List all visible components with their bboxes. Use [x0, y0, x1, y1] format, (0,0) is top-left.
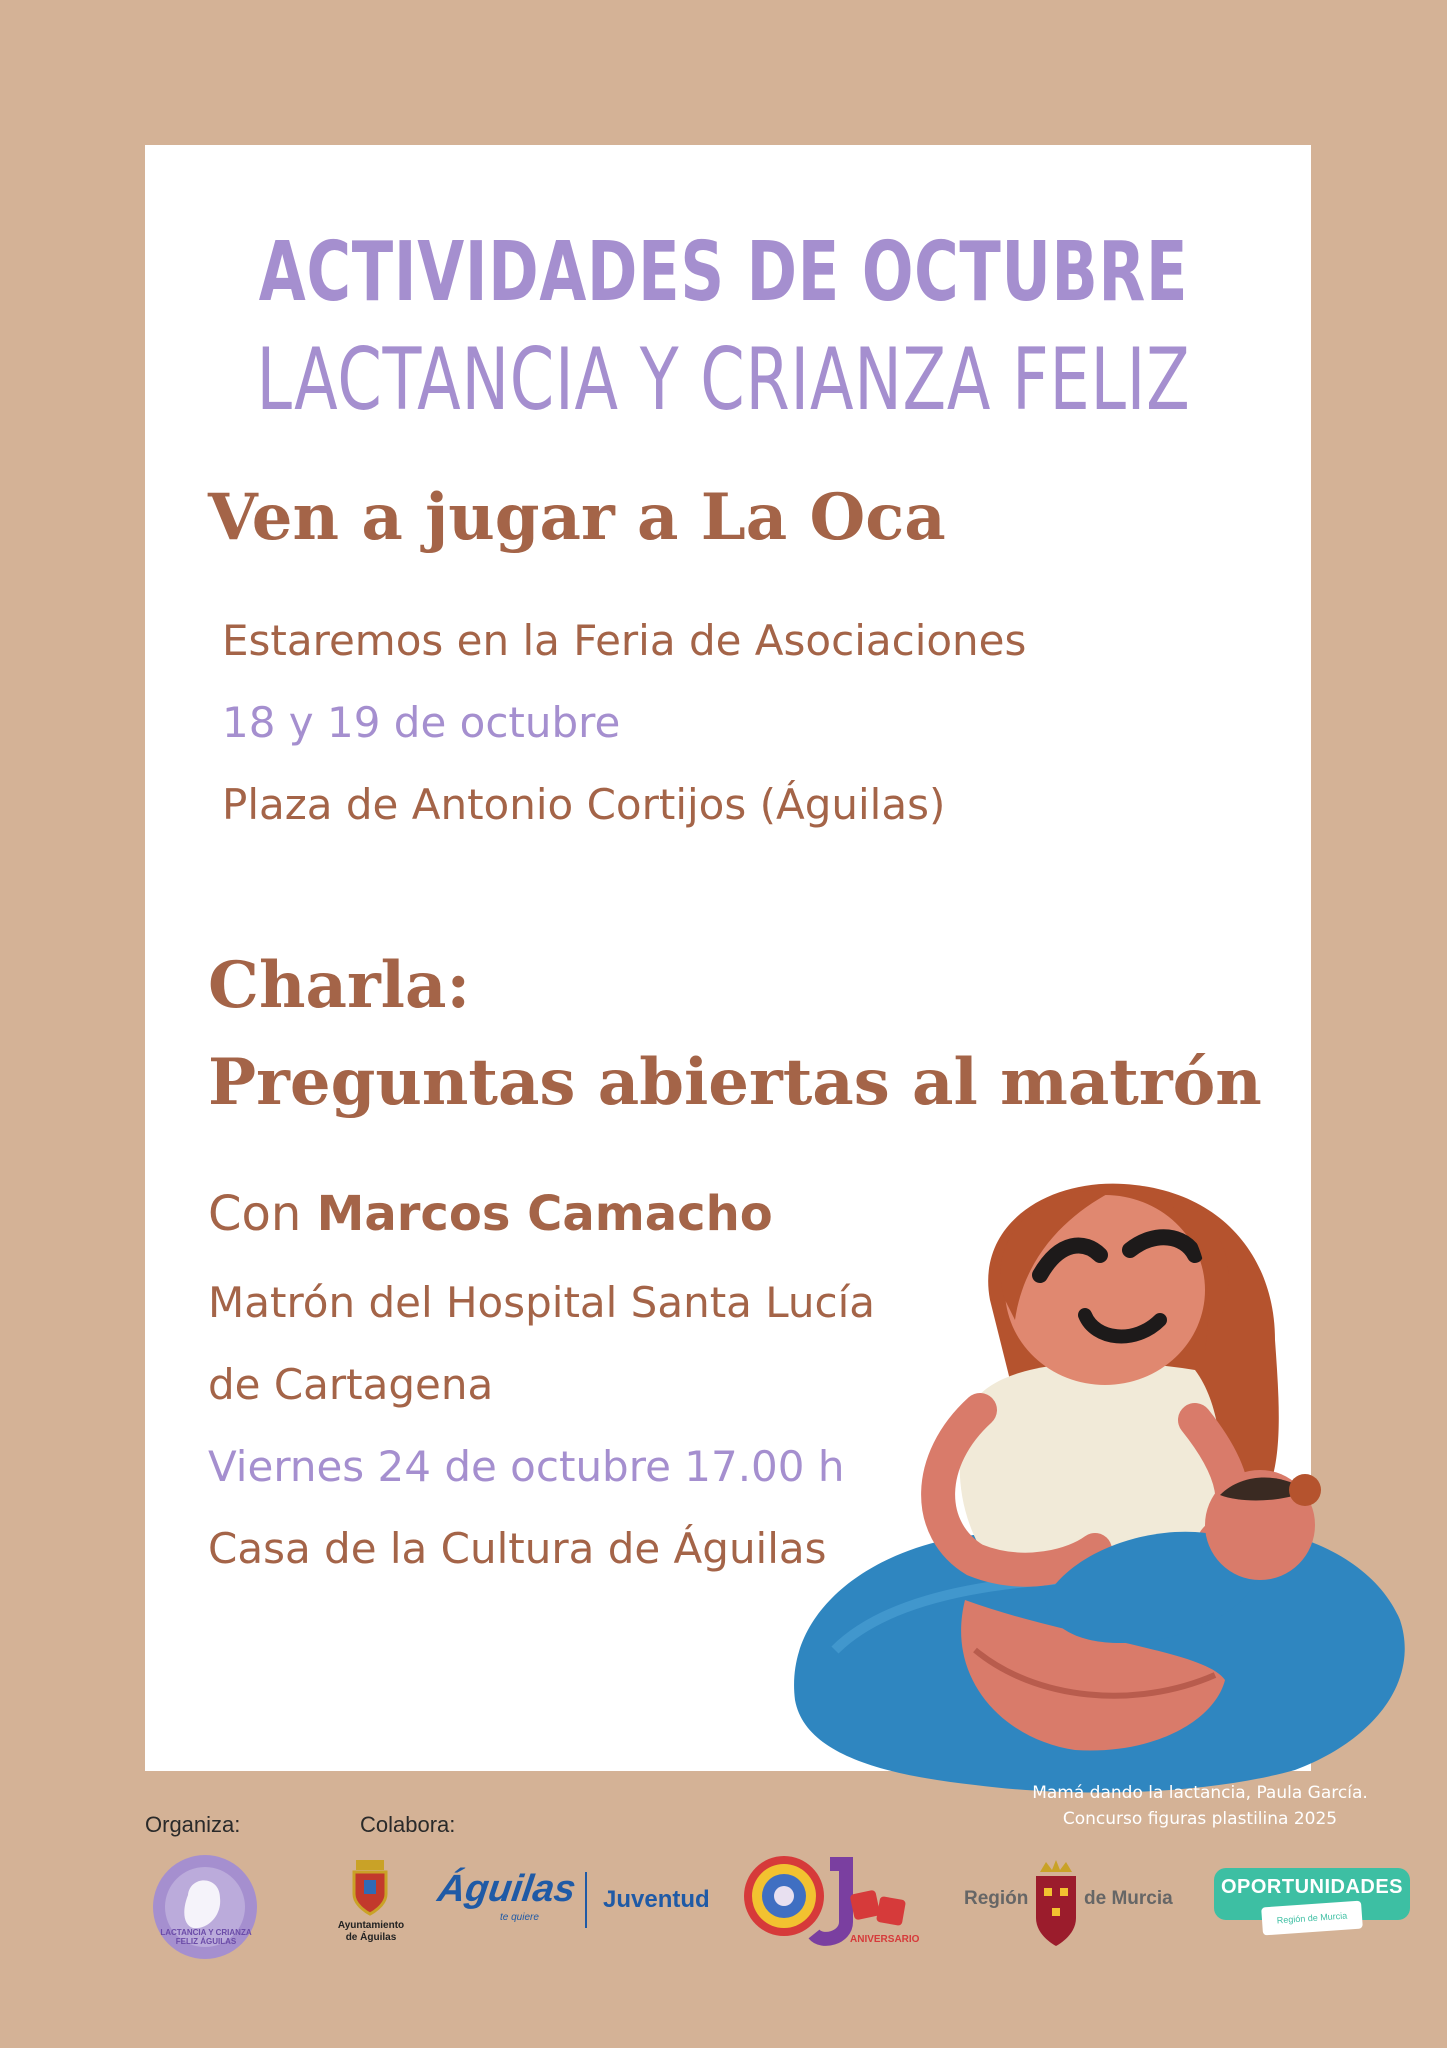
charla-heading: Charla: — [208, 948, 471, 1023]
ayuntamiento-crest-icon — [348, 1858, 392, 1918]
oca-line-place: Plaza de Antonio Cortijos (Águilas) — [222, 780, 946, 829]
caption-line-1: Mamá dando la lactancia, Paula García. — [1032, 1783, 1368, 1803]
caption-line-2: Concurso figuras plastilina 2025 — [1062, 1809, 1338, 1829]
speaker-prefix: Con — [208, 1186, 317, 1242]
murcia-crest-icon — [1032, 1858, 1080, 1950]
ayuntamiento-label-1: Ayuntamiento — [337, 1920, 405, 1931]
charla-topic: Preguntas abiertas al matrón — [208, 1045, 1262, 1120]
ayuntamiento-label — [326, 1920, 416, 1944]
page-subtitle: LACTANCIA Y CRIANZA FELIZ — [256, 330, 1191, 430]
lactancia-logo-text: LACTANCIA Y CRIANZA FELIZ ÁGUILAS — [160, 1928, 252, 1946]
aguilas-tagline: te quiere — [500, 1912, 539, 1923]
charla-datetime: Viernes 24 de octubre 17.00 h — [208, 1442, 845, 1491]
logo-divider — [585, 1872, 587, 1928]
aguilas-logo: Águilas — [435, 1868, 579, 1910]
region-label-2: de Murcia — [1084, 1888, 1173, 1909]
speaker-line — [208, 1186, 773, 1242]
oca-line-feria: Estaremos en la Feria de Asociaciones — [222, 616, 1027, 665]
aniversario-label: ANIVERSARIO — [850, 1934, 920, 1945]
speaker-name: Marcos Camacho — [316, 1186, 773, 1242]
region-label-1: Región — [964, 1888, 1029, 1909]
organiza-label: Organiza: — [145, 1812, 241, 1837]
ayuntamiento-label-2: de Águilas — [345, 1932, 397, 1943]
speaker-role-1: Matrón del Hospital Santa Lucía — [208, 1278, 876, 1327]
speaker-role-2: de Cartagena — [208, 1360, 494, 1409]
oca-line-dates: 18 y 19 de octubre — [222, 698, 621, 747]
colabora-label: Colabora: — [360, 1812, 456, 1837]
oportunidades-label: OPORTUNIDADES — [1220, 1876, 1404, 1898]
charla-place: Casa de la Cultura de Águilas — [208, 1524, 827, 1573]
image-caption — [1000, 1780, 1400, 1832]
oca-heading: Ven a jugar a La Oca — [208, 480, 946, 555]
page-title: ACTIVIDADES DE OCTUBRE — [258, 225, 1189, 320]
oportunidades-tagline: Región de Murcia — [1261, 1901, 1363, 1936]
lactancia-logo — [148, 1850, 263, 1965]
juventud-logo: Juventud — [603, 1886, 710, 1913]
plasticine-figure-image — [775, 1180, 1415, 1800]
